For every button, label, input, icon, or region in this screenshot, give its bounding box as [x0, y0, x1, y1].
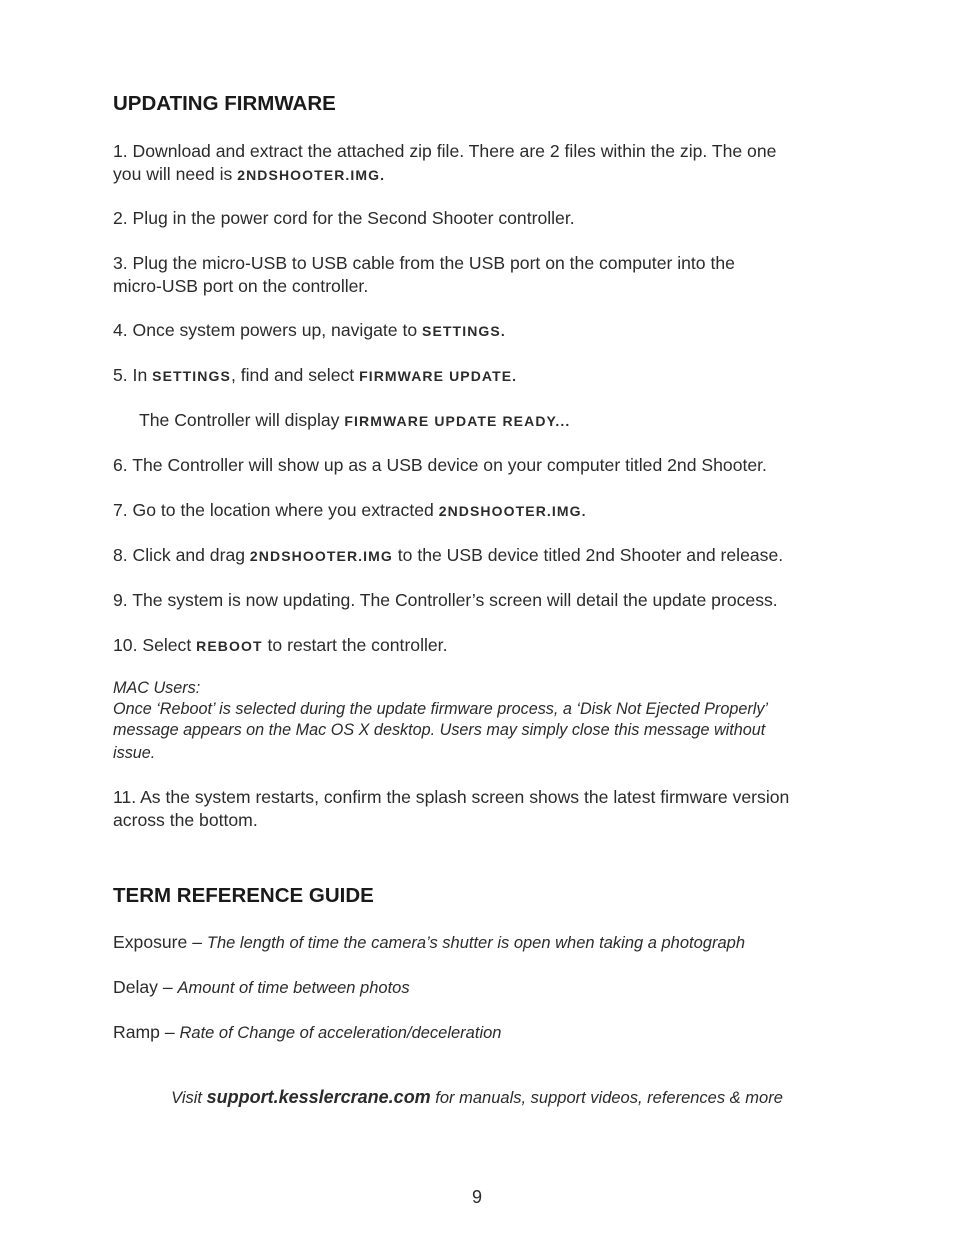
- step-5b-text: The Controller will display: [139, 410, 345, 430]
- step-10-post: to restart the controller.: [262, 635, 448, 655]
- term-label: Ramp –: [113, 1022, 180, 1042]
- footer-visit-support: [0, 1087, 954, 1108]
- term-definition: The length of time the camera’s shutter is open when taking a photograph: [206, 934, 746, 952]
- step-1-line-2: [113, 163, 776, 187]
- step-1-text: you will need is: [113, 163, 238, 184]
- term-ramp: [113, 1021, 501, 1045]
- keyword-settings: SETTINGS: [152, 368, 231, 384]
- footer-post: for manuals, support videos, references & more: [430, 1089, 783, 1107]
- term-definition: Amount of time between photos: [177, 979, 410, 997]
- step-5-display-note: [139, 409, 570, 433]
- keyword-firmware-update-ready: FIRMWARE UPDATE READY...: [344, 413, 571, 429]
- step-8: [113, 544, 783, 568]
- step-3-line-1: 3. Plug the micro-USB to USB cable from the USB port on the computer into the: [113, 253, 735, 273]
- mac-users-note: [113, 678, 768, 764]
- step-7: [113, 499, 587, 523]
- step-11-line-1: 11. As the system restarts, confirm the splash screen shows the latest firmware version: [113, 787, 790, 807]
- step-6: 6. The Controller will show up as a USB device on your computer titled 2nd Shooter.: [113, 455, 767, 475]
- term-exposure: [113, 931, 745, 955]
- step-8-post: to the USB device titled 2nd Shooter and release.: [392, 545, 784, 565]
- step-10: [113, 634, 447, 658]
- mac-note-line-2: Once ‘Reboot’ is selected during the update firmware process, a ‘Disk Not Ejected Properly’: [113, 700, 769, 718]
- step-5-pre: 5. In: [113, 365, 153, 385]
- keyword-settings: SETTINGS.: [422, 323, 506, 339]
- keyword-firmware-update: FIRMWARE UPDATE.: [359, 368, 518, 384]
- step-9: 9. The system is now updating. The Controller’s screen will detail the update process.: [113, 590, 778, 610]
- step-11-line-2: across the bottom.: [113, 809, 258, 830]
- step-7-text: 7. Go to the location where you extracted: [113, 500, 439, 520]
- mac-note-line-4: issue.: [113, 744, 156, 762]
- page-number: 9: [471, 1187, 482, 1207]
- step-4: [113, 319, 506, 343]
- term-label: Delay –: [113, 977, 178, 997]
- step-5-mid: , find and select: [230, 365, 360, 385]
- step-11: [113, 786, 789, 831]
- step-3-line-2: micro-USB port on the controller.: [113, 275, 369, 296]
- term-delay: [113, 976, 410, 1000]
- step-3: [113, 252, 735, 297]
- keyword-reboot: REBOOT: [196, 638, 263, 654]
- step-5: [113, 364, 517, 388]
- step-2: 2. Plug in the power cord for the Second Shooter controller.: [113, 208, 575, 228]
- step-10-pre: 10. Select: [113, 635, 197, 655]
- keyword-2ndshooter-img: 2NDSHOOTER.IMG: [249, 548, 393, 564]
- support-link[interactable]: support.kesslercrane.com: [206, 1087, 431, 1107]
- step-8-pre: 8. Click and drag: [113, 545, 250, 565]
- term-label: Exposure –: [113, 932, 207, 952]
- keyword-2ndshooter-img: 2NDSHOOTER.IMG.: [438, 503, 587, 519]
- mac-note-line-1: MAC Users:: [113, 679, 201, 697]
- term-definition: Rate of Change of acceleration/deceleration: [179, 1024, 502, 1042]
- mac-note-line-3: message appears on the Mac OS X desktop. Users may simply close this message without: [113, 721, 766, 739]
- heading-updating-firmware: UPDATING FIRMWARE: [113, 92, 336, 115]
- heading-term-reference-guide: TERM REFERENCE GUIDE: [113, 884, 374, 907]
- step-1-line-1: 1. Download and extract the attached zip file. There are 2 files within the zip. The one: [113, 141, 777, 161]
- step-1: [113, 140, 776, 186]
- keyword-2ndshooter-img: 2NDSHOOTER.IMG.: [237, 166, 386, 183]
- step-4-text: 4. Once system powers up, navigate to: [113, 320, 423, 340]
- footer-pre: Visit: [171, 1089, 207, 1107]
